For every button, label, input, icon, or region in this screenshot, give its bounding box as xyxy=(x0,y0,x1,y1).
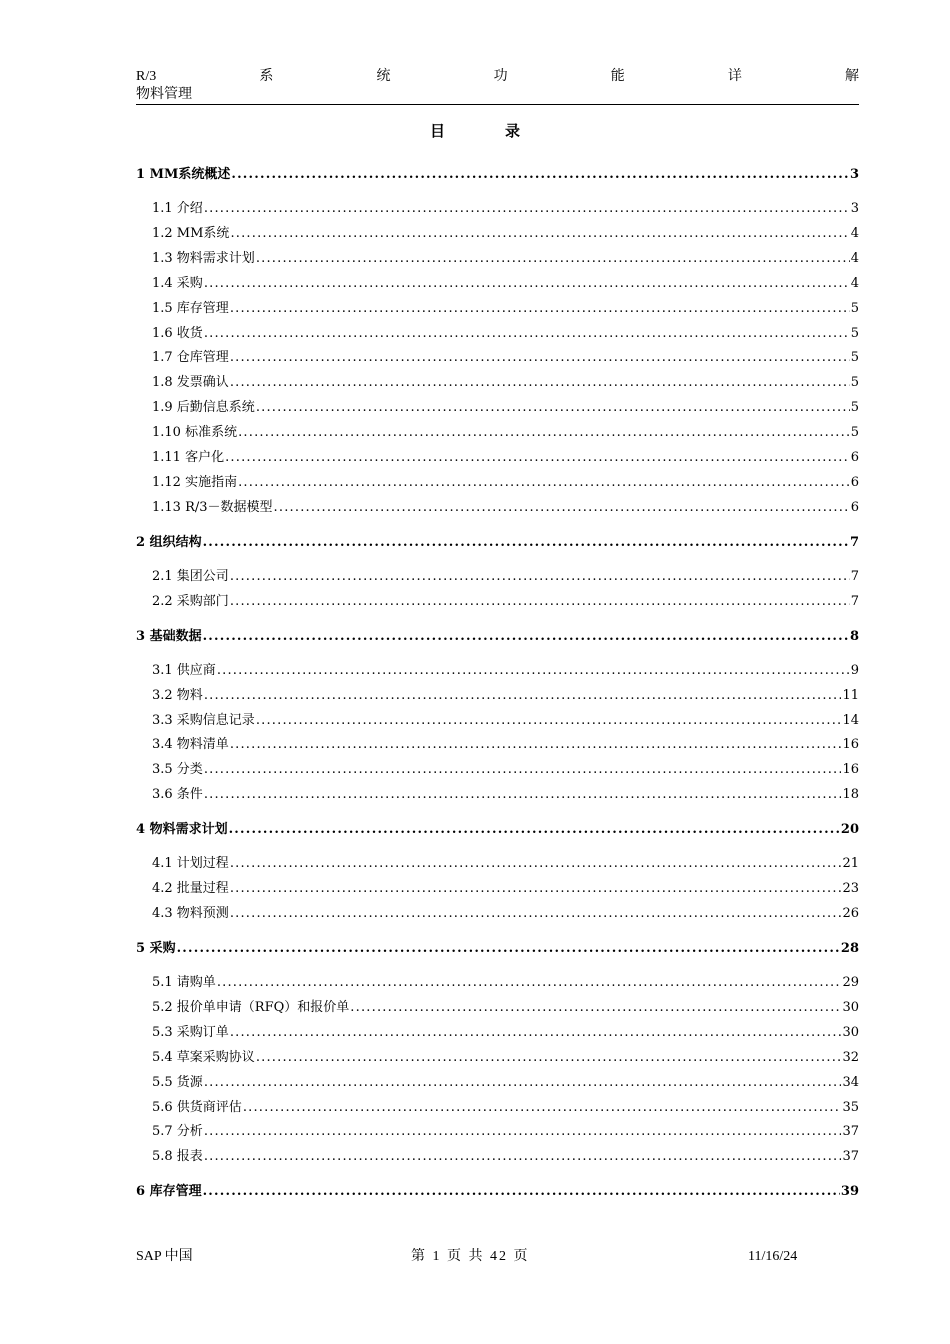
toc-entry-title: 3.6 条件 xyxy=(152,787,203,803)
toc-chapter-entry[interactable] xyxy=(136,534,859,552)
toc-leader-dots xyxy=(177,940,840,958)
toc-entry-page: 4 xyxy=(850,225,859,241)
toc-leader-dots xyxy=(204,786,842,804)
toc-entry-page: 5 xyxy=(850,300,859,316)
toc-entry-page: 6 xyxy=(850,474,859,490)
toc-section-entry[interactable] xyxy=(136,250,859,268)
toc-entry-title: 5.5 货源 xyxy=(152,1074,203,1090)
toc-leader-dots xyxy=(230,300,850,318)
toc-entry-title: 1.2 MM系统 xyxy=(152,225,230,241)
toc-entry-title: 5.4 草案采购协议 xyxy=(152,1049,255,1065)
toc-entry-title: 1.8 发票确认 xyxy=(152,375,229,391)
footer-company: SAP 中国 xyxy=(136,1249,193,1264)
toc-entry-page: 7 xyxy=(850,593,859,609)
toc-leader-dots xyxy=(230,736,842,754)
toc-entry-title: 1.6 收货 xyxy=(152,325,203,341)
header-word: 统 xyxy=(376,69,391,84)
toc-leader-dots xyxy=(203,534,849,552)
toc-leader-dots xyxy=(204,1123,842,1141)
toc-entry-page: 32 xyxy=(842,1049,859,1065)
toc-section-entry[interactable] xyxy=(136,1148,859,1166)
toc-entry-page: 20 xyxy=(840,822,859,838)
toc-section-entry[interactable] xyxy=(136,880,859,898)
toc-entry-title: 4.1 计划过程 xyxy=(152,856,229,872)
toc-entry-title: 1.13 R/3－数据模型 xyxy=(152,499,273,515)
toc-section-entry[interactable] xyxy=(136,905,859,923)
toc-title: 目录 xyxy=(429,122,580,140)
toc-entry-title: 5.2 报价单申请（RFQ）和报价单 xyxy=(152,999,350,1015)
toc-entry-page: 16 xyxy=(842,737,859,753)
toc-entry-title: 1.12 实施指南 xyxy=(152,474,238,490)
toc-leader-dots xyxy=(230,880,842,898)
toc-section-entry[interactable] xyxy=(136,349,859,367)
toc-entry-title: 1.5 库存管理 xyxy=(152,300,229,316)
toc-section-entry[interactable] xyxy=(136,399,859,417)
toc-entry-page: 5 xyxy=(850,325,859,341)
toc-section-entry[interactable] xyxy=(136,761,859,779)
toc-section-entry[interactable] xyxy=(136,855,859,873)
toc-entry-page: 21 xyxy=(842,856,859,872)
toc-leader-dots xyxy=(256,1049,842,1067)
toc-entry-page: 35 xyxy=(842,1099,859,1115)
toc-entry-title: 4.3 物料预测 xyxy=(152,906,229,921)
toc-chapter-entry[interactable] xyxy=(136,821,859,839)
toc-leader-dots xyxy=(217,974,842,992)
toc-entry-title: 2.1 集团公司 xyxy=(152,568,229,584)
toc-entry-title: 3.2 物料 xyxy=(152,687,203,703)
toc-leader-dots xyxy=(204,1148,842,1166)
footer-date: 11/16/24 xyxy=(748,1249,798,1264)
toc-entry-title: 1.11 客户化 xyxy=(152,450,225,465)
toc-section-entry[interactable] xyxy=(136,300,859,318)
toc-section-entry[interactable] xyxy=(136,374,859,392)
toc-section-entry[interactable] xyxy=(136,593,859,611)
toc-entry-page: 28 xyxy=(840,941,859,956)
toc-entry-title: 4.2 批量过程 xyxy=(152,881,229,897)
toc-leader-dots xyxy=(225,449,850,467)
toc-entry-page: 4 xyxy=(850,250,859,266)
toc-entry-title: 1.10 标准系统 xyxy=(152,425,238,441)
toc-section-entry[interactable] xyxy=(136,200,859,218)
toc-section-entry[interactable] xyxy=(136,1099,859,1117)
toc-entry-title: 3.5 分类 xyxy=(152,762,203,778)
toc-entry-title: 2.2 采购部门 xyxy=(152,593,229,609)
toc-entry-page: 9 xyxy=(850,662,859,678)
toc-entry-title: 1.7 仓库管理 xyxy=(152,350,229,366)
toc-entry-title: 5.7 分析 xyxy=(152,1124,203,1140)
toc-chapter-entry[interactable] xyxy=(136,166,859,184)
toc-entry-title: 3.4 物料清单 xyxy=(152,737,229,753)
header-title-line xyxy=(136,68,859,86)
toc-leader-dots xyxy=(230,349,850,367)
toc-entry-title: 5.8 报表 xyxy=(152,1149,203,1165)
toc-section-entry[interactable] xyxy=(136,1024,859,1042)
toc-leader-dots xyxy=(230,905,842,923)
toc-entry-page: 37 xyxy=(842,1149,859,1165)
toc-section-entry[interactable] xyxy=(136,736,859,754)
toc-section-entry[interactable] xyxy=(136,474,859,492)
toc-entry-title: 5.6 供货商评估 xyxy=(152,1099,242,1115)
toc-leader-dots xyxy=(230,593,850,611)
toc-leader-dots xyxy=(230,1024,842,1042)
toc-section-entry[interactable] xyxy=(136,225,859,243)
toc-entry-page: 34 xyxy=(842,1074,859,1090)
toc-leader-dots xyxy=(274,499,850,517)
toc-leader-dots xyxy=(204,200,850,218)
toc-leader-dots xyxy=(238,474,850,492)
toc-section-entry[interactable] xyxy=(136,424,859,442)
header-subtitle: 物料管理 xyxy=(136,87,192,102)
toc-entry-title: 1.4 采购 xyxy=(152,275,203,291)
toc-entry-page: 29 xyxy=(842,975,859,990)
toc-section-entry[interactable] xyxy=(136,1074,859,1092)
toc-entry-title: 3 基础数据 xyxy=(136,628,202,644)
header-word: R/3 xyxy=(136,69,157,84)
toc-entry-page: 11 xyxy=(842,687,859,703)
toc-section-entry[interactable] xyxy=(136,568,859,586)
toc-leader-dots xyxy=(256,399,850,417)
toc-leader-dots xyxy=(231,166,849,184)
toc-section-entry[interactable] xyxy=(136,786,859,804)
toc-chapter-entry[interactable] xyxy=(136,1183,859,1201)
toc-section-entry[interactable] xyxy=(136,974,859,992)
toc-leader-dots xyxy=(256,250,850,268)
toc-leader-dots xyxy=(204,687,842,705)
toc-section-entry[interactable] xyxy=(136,499,859,517)
toc-section-entry[interactable] xyxy=(136,325,859,343)
toc-entry-page: 6 xyxy=(850,499,859,515)
toc-entry-title: 6 库存管理 xyxy=(136,1184,202,1200)
toc-leader-dots xyxy=(204,325,850,343)
toc-leader-dots xyxy=(256,712,842,730)
toc-leader-dots xyxy=(230,568,850,586)
toc-entry-title: 1.9 后勤信息系统 xyxy=(152,400,255,416)
toc-entry-title: 3.1 供应商 xyxy=(152,662,216,678)
toc-entry-title: 5 采购 xyxy=(136,941,176,956)
footer-page-number: 第 1 页 共 42 页 xyxy=(411,1249,530,1264)
toc-section-entry[interactable] xyxy=(136,999,859,1017)
toc-leader-dots xyxy=(229,821,840,839)
toc-section-entry[interactable] xyxy=(136,1049,859,1067)
toc-entry-page: 18 xyxy=(842,787,859,803)
toc-section-entry[interactable] xyxy=(136,1123,859,1141)
page-header xyxy=(136,68,859,105)
toc-entry-title: 5.1 请购单 xyxy=(152,975,216,990)
header-word: 解 xyxy=(844,69,859,84)
toc-entry-page: 3 xyxy=(850,201,859,216)
toc-section-entry[interactable] xyxy=(136,687,859,705)
toc-entry-page: 4 xyxy=(850,275,859,291)
toc-leader-dots xyxy=(203,628,849,646)
toc-leader-dots xyxy=(230,225,849,243)
toc-entry-page: 37 xyxy=(842,1124,859,1140)
toc-entry-title: 2 组织结构 xyxy=(136,534,202,550)
toc-entry-title: 1.3 物料需求计划 xyxy=(152,250,255,266)
toc-entry-title: 5.3 采购订单 xyxy=(152,1024,229,1040)
toc-entry-page: 30 xyxy=(842,1024,859,1040)
toc-leader-dots xyxy=(204,761,842,779)
toc-leader-dots xyxy=(203,1183,840,1201)
toc-entry-page: 39 xyxy=(840,1184,859,1200)
toc-entry-page: 14 xyxy=(842,712,859,728)
toc-entry-page: 30 xyxy=(842,999,859,1015)
toc-entry-page: 7 xyxy=(849,534,859,550)
toc-leader-dots xyxy=(243,1099,842,1117)
toc-section-entry[interactable] xyxy=(136,712,859,730)
toc-section-entry[interactable] xyxy=(136,662,859,680)
toc-entry-title: 1 MM系统概述 xyxy=(136,167,231,182)
toc-entry-page: 5 xyxy=(850,350,859,366)
toc-entry-page: 5 xyxy=(850,400,859,416)
toc-entry-page: 5 xyxy=(850,375,859,391)
header-word: 系 xyxy=(259,69,274,84)
toc-entry-page: 26 xyxy=(842,906,859,921)
toc-leader-dots xyxy=(230,855,842,873)
toc-section-entry[interactable] xyxy=(136,275,859,293)
header-word: 能 xyxy=(610,69,625,84)
header-word: 详 xyxy=(727,69,742,84)
toc-leader-dots xyxy=(217,662,850,680)
toc-entry-page: 7 xyxy=(850,568,859,584)
toc-entry-page: 23 xyxy=(842,881,859,897)
toc-leader-dots xyxy=(238,424,850,442)
toc-chapter-entry[interactable] xyxy=(136,940,859,958)
toc-entry-page: 6 xyxy=(850,450,859,465)
toc-leader-dots xyxy=(204,1074,842,1092)
toc-entry-title: 3.3 采购信息记录 xyxy=(152,712,255,728)
toc-entry-title: 4 物料需求计划 xyxy=(136,822,228,838)
toc-leader-dots xyxy=(350,999,841,1017)
toc-entry-page: 8 xyxy=(849,628,859,644)
toc-entry-page: 16 xyxy=(842,762,859,778)
toc-leader-dots xyxy=(204,275,850,293)
toc-entry-page: 5 xyxy=(850,425,859,441)
toc-entry-page: 3 xyxy=(849,167,859,182)
toc-leader-dots xyxy=(230,374,850,392)
page-footer xyxy=(136,1248,859,1266)
toc-section-entry[interactable] xyxy=(136,449,859,467)
toc-entry-title: 1.1 介绍 xyxy=(152,201,203,216)
header-word: 功 xyxy=(493,69,508,84)
toc-chapter-entry[interactable] xyxy=(136,628,859,646)
